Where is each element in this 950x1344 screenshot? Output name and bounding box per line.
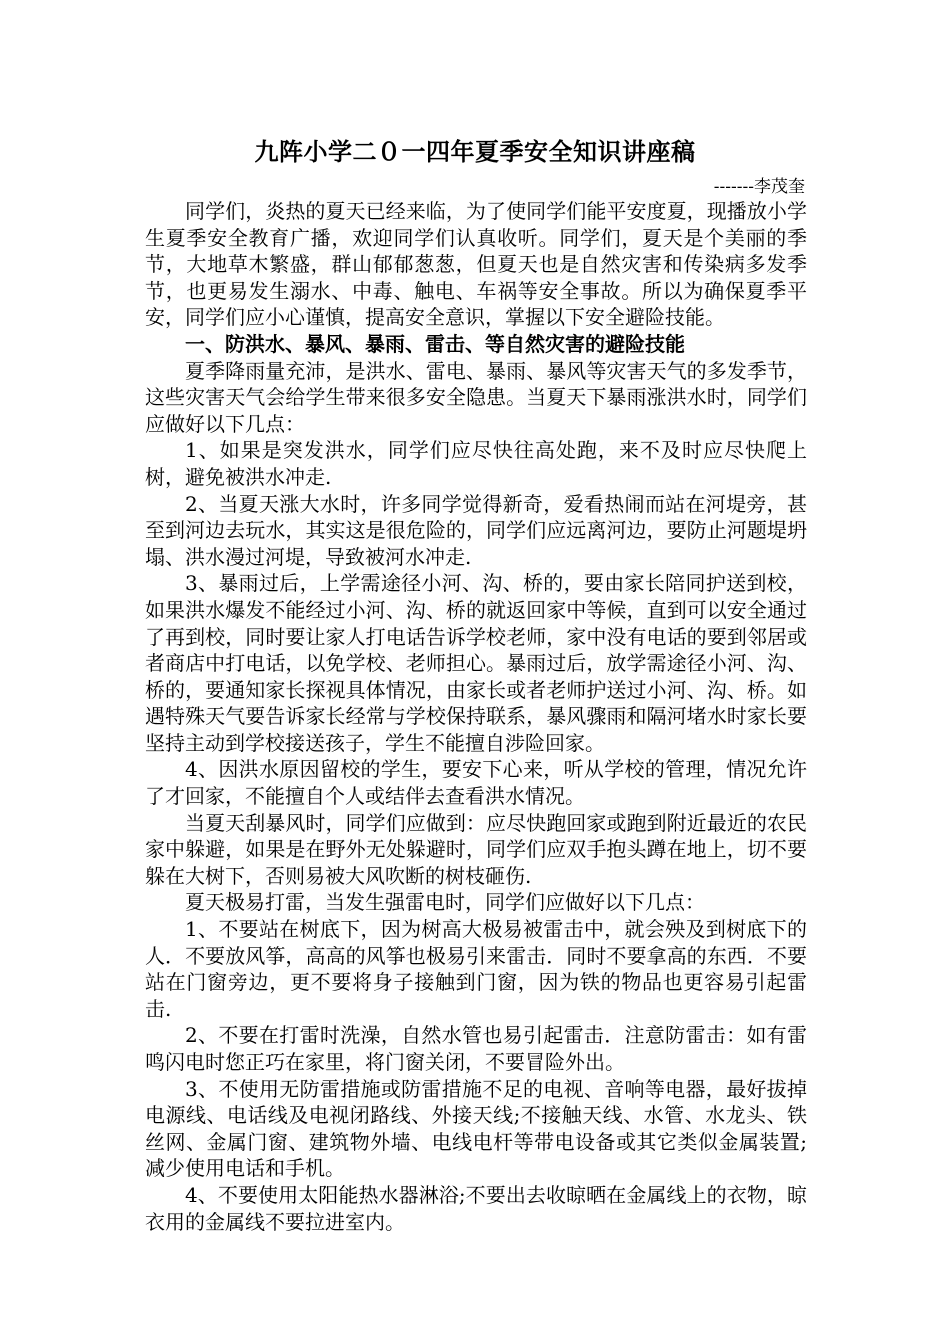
paragraph: 同学们，炎热的夏天已经来临，为了使同学们能平安度夏，现播放小学生夏季安全教育广播，欢迎同学们认真收听。同学们，夏天是个美丽的季节，大地草木繁盛，群山郁郁葱葱，但夏天也是自然灾害和传染病多发季节，也更易发生溺水、中毒、触电、车祸等安全事故。所以为确保夏季平安，同学们应小心谨慎，提高安全意识，掌握以下安全避险技能。 bbox=[145, 199, 807, 330]
document-title: 九阵小学二０一四年夏季安全知识讲座稿 bbox=[254, 137, 696, 166]
document-author: -------李茂奎 bbox=[713, 177, 805, 197]
document-body bbox=[145, 198, 807, 1235]
paragraph: 1、如果是突发洪水，同学们应尽快往高处跑，来不及时应尽快爬上树，避免被洪水冲走. bbox=[145, 438, 807, 489]
paragraph: 3、暴雨过后，上学需途径小河、沟、桥的，要由家长陪同护送到校，如果洪水爆发不能经过小河、沟、桥的就返回家中等候，直到可以安全通过了再到校，同时要让家人打电话告诉学校老师，家中没有电话的要到邻居或者商店中打电话，以免学校、老师担心。暴雨过后，放学需途径小河、沟、桥的，要通知家长探视具体情况，由家长或者老师护送过小河、沟、桥。如遇特殊天气要告诉家长经常与学校保持联系，暴风骤雨和隔河堵水时家长要坚持主动到学校接送孩子，学生不能擅自涉险回家。 bbox=[145, 571, 807, 755]
paragraph: 1、不要站在树底下，因为树高大极易被雷击中，就会殃及到树底下的人．不要放风筝，高高的风筝也极易引来雷击．同时不要拿高的东西．不要站在门窗旁边，更不要将身子接触到门窗，因为铁的物品也更容易引起雷击. bbox=[145, 917, 807, 1021]
paragraph: 2、不要在打雷时洗澡，自然水管也易引起雷击．注意防雷击：如有雷鸣闪电时您正巧在家里，将门窗关闭，不要冒险外出。 bbox=[145, 1023, 807, 1074]
paragraph: 4、不要使用太阳能热水器淋浴;不要出去收晾晒在金属线上的衣物，晾衣用的金属线不要拉进室内。 bbox=[145, 1182, 807, 1234]
section-heading: 一、防洪水、暴风、暴雨、雷击、等自然灾害的避险技能 bbox=[185, 331, 685, 356]
paragraph: 2、当夏天涨大水时，许多同学觉得新奇，爱看热闹而站在河堤旁，甚至到河边去玩水，其实这是很危险的，同学们应远离河边，要防止河题堤坍塌、洪水漫过河堤，导致被河水冲走. bbox=[145, 491, 807, 569]
paragraph: 夏季降雨量充沛，是洪水、雷电、暴雨、暴风等灾害天气的多发季节，这些灾害天气会给学生带来很多安全隐患。当夏天下暴雨涨洪水时，同学们应做好以下几点： bbox=[145, 358, 807, 436]
paragraph: 4、因洪水原因留校的学生，要安下心来，听从学校的管理，情况允许了才回家，不能擅自个人或结伴去查看洪水情况。 bbox=[145, 757, 807, 809]
paragraph: 3、不使用无防雷措施或防雷措施不足的电视、音响等电器，最好拔掉电源线、电话线及电视闭路线、外接天线;不接触天线、水管、水龙头、铁丝网、金属门窗、建筑物外墙、电线电杆等带电设备或其它类似金属装置;减少使用电话和手机。 bbox=[145, 1076, 807, 1181]
paragraph: 夏天极易打雷，当发生强雷电时，同学们应做好以下几点： bbox=[185, 890, 705, 915]
paragraph: 当夏天刮暴风时，同学们应做到：应尽快跑回家或跑到附近最近的农民家中躲避，如果是在野外无处躲避时，同学们应双手抱头蹲在地上，切不要躲在大树下，否则易被大风吹断的树枝砸伤. bbox=[145, 810, 807, 888]
